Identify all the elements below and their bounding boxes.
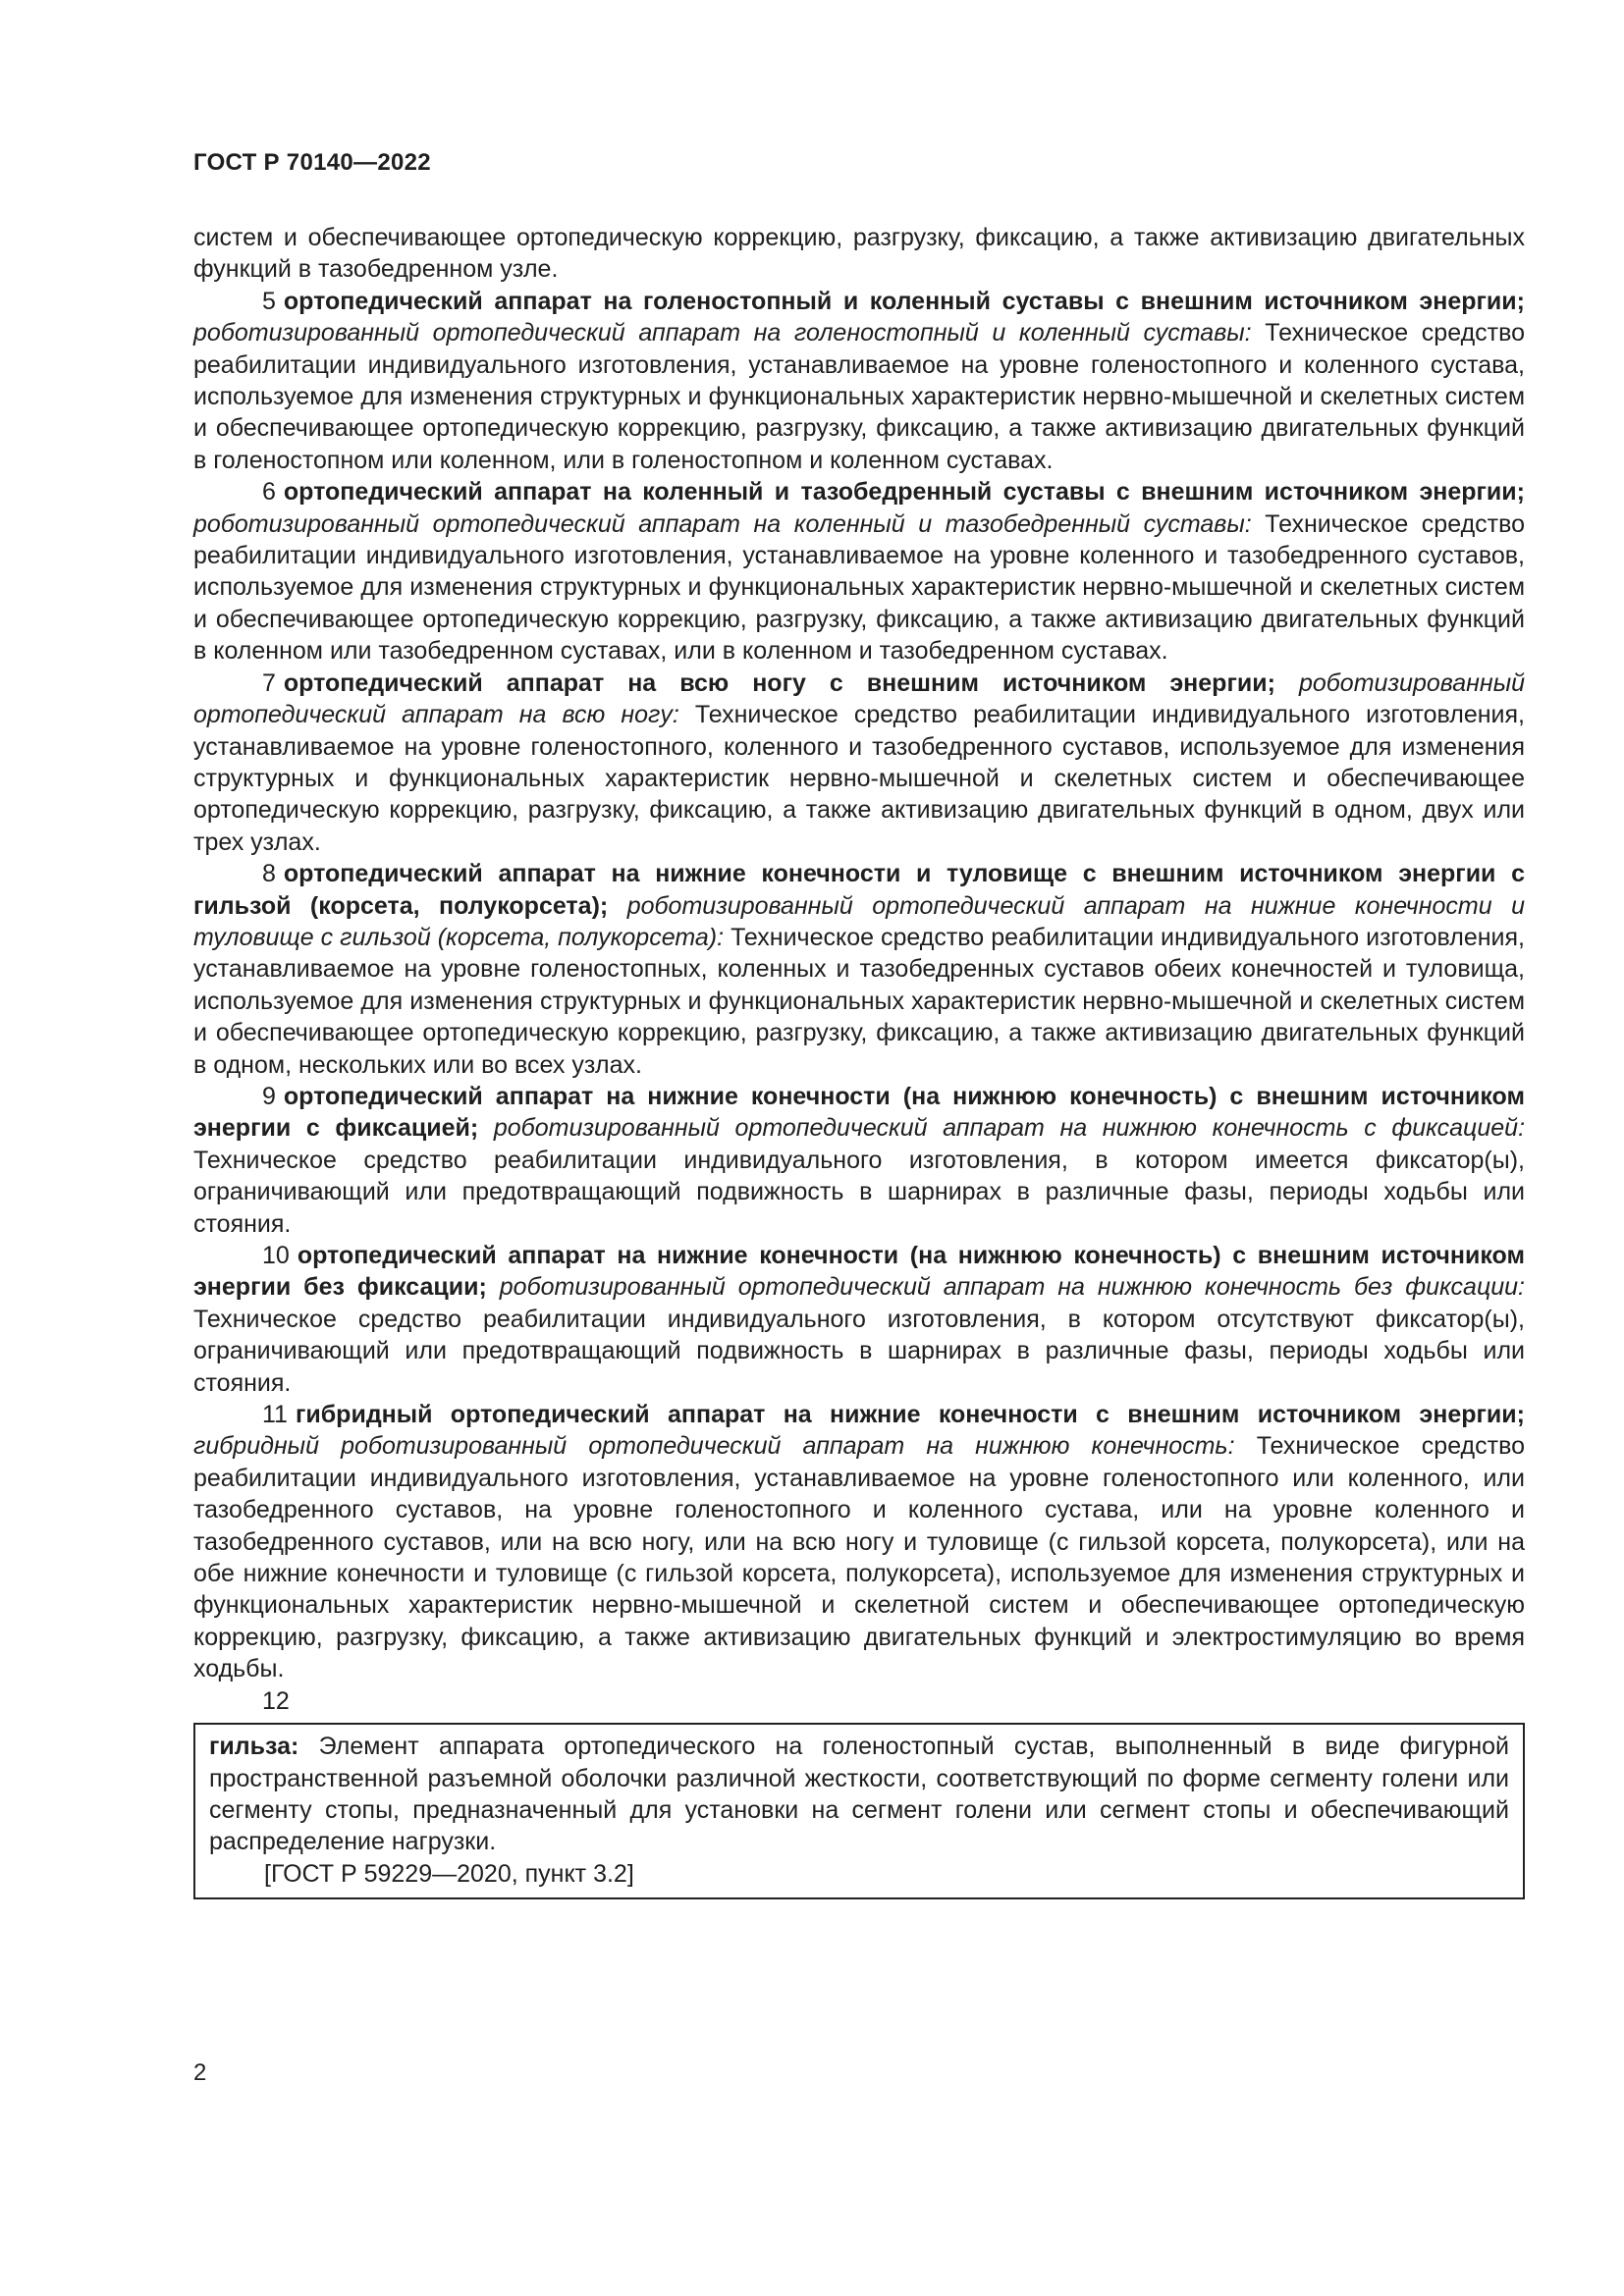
framed-definition-box: [193, 1723, 1525, 1899]
term-number: 8: [262, 860, 276, 888]
term-number-12: 12: [262, 1686, 290, 1715]
term-name: ортопедический аппарат на коленный и тазобедренный суставы с внешним источником энергии;: [283, 478, 1525, 507]
definition-source: [ГОСТ Р 59229—2020, пункт 3.2]: [264, 1859, 634, 1888]
term-number: 9: [262, 1082, 276, 1110]
term-name: ортопедический аппарат на нижние конечности (на нижнюю конечность) с внешним источником энергии с фиксацией;: [193, 1082, 1525, 1143]
term-number: 11: [262, 1401, 288, 1429]
term-definition: Техническое средство реабилитации индивидуального изготовления, устанавливаемое на уровне голеностопных, коленных и тазобедренных суставов обеих конечностей и туловища, используемое для изменения структурных и функциональных характеристик нервно-мышечной и скелетных систем и обеспечивающее ортопедическую коррекцию, разгрузку, фиксацию, а также активизацию двигательных функций в одном, нескольких или во всех узлах.: [193, 923, 1525, 1079]
document-body: [193, 222, 1525, 1899]
term-entry-5: [193, 286, 1525, 476]
term-number: 10: [262, 1242, 290, 1269]
term-synonym: роботизированный ортопедический аппарат на нижнюю конечность с фиксацией:: [493, 1114, 1526, 1143]
term-definition: Элемент аппарата ортопедического на голеностопный сустав, выполненный в виде фигурной пространственной разъемной оболочки различной жесткости, соответствующий по форме сегменту голени или сегменту стопы, предназначенный для установки на сегмент голени или сегмент стопы и обеспечивающий распределение нагрузки.: [209, 1733, 1509, 1856]
term-synonym: роботизированный ортопедический аппарат на нижнюю конечность без фиксации:: [499, 1273, 1525, 1302]
term-name: гильза:: [209, 1733, 299, 1761]
term-entry-6: [193, 476, 1525, 667]
term-definition: Техническое средство реабилитации индивидуального изготовления, в котором отсутствуют фиксатор(ы), ограничивающий или предотвращающий подвижность в шарнирах в различные фазы, периоды ходьбы или стояния.: [193, 1305, 1525, 1397]
continued-paragraph: систем и обеспечивающее ортопедическую коррекцию, разгрузку, фиксацию, а также активизацию двигательных функций в тазобедренном узле.: [193, 224, 1525, 284]
framed-definition: [209, 1731, 1509, 1858]
term-name: ортопедический аппарат на нижние конечности (на нижнюю конечность) с внешним источником энергии без фиксации;: [193, 1242, 1525, 1302]
term-name: ортопедический аппарат на всю ногу с внешним источником энергии;: [283, 668, 1275, 697]
term-entry-11: [193, 1399, 1525, 1685]
term-number: 5: [262, 287, 276, 315]
term-synonym: роботизированный ортопедический аппарат на голеностопный и коленный суставы:: [193, 319, 1252, 347]
term-number: 6: [262, 478, 276, 507]
standard-designation: ГОСТ Р 70140—2022: [193, 149, 431, 176]
term-definition: Техническое средство реабилитации индивидуального изготовления, устанавливаемое на уровне коленного и тазобедренного суставов, используемое для изменения структурных и функциональных характеристик нервно-мышечной и скелетных систем и обеспечивающее ортопедическую коррекцию, разгрузку, фиксацию, а также активизацию двигательных функций в коленном или тазобедренном суставах, или в коленном и тазобедренном суставах.: [193, 509, 1526, 666]
term-definition: Техническое средство реабилитации индивидуального изготовления, устанавливаемое на уровне голеностопного и коленного сустава, используемое для изменения структурных и функциональных характеристик нервно-мышечной и скелетных систем и обеспечивающее ортопедическую коррекцию, разгрузку, фиксацию, а также активизацию двигательных функций в голеностопном или коленном, или в голеностопном и коленном суставах.: [193, 319, 1526, 474]
term-entry-10: [193, 1240, 1525, 1399]
term-definition: Техническое средство реабилитации индивидуального изготовления, устанавливаемое на уровне голеностопного или коленного, или тазобедренного суставов, на уровне голеностопного и коленного сустава, или на уровне коленного и тазобедренного суставов, или на всю ногу, или на всю ногу и туловище (с гильзой корсета, полукорсета), или на обе нижние конечности и туловище (с гильзой корсета, полукорсета), используемое для изменения структурных и функциональных характеристик нервно-мышечной и скелетной систем и обеспечивающее ортопедическую коррекцию, разгрузку, фиксацию, а также активизацию двигательных функций и электростимуляцию во время ходьбы.: [193, 1432, 1525, 1683]
term-synonym: роботизированный ортопедический аппарат на нижние конечности и туловище с гильзой (корсета, полукорсета):: [193, 891, 1525, 951]
term-synonym: гибридный роботизированный ортопедический аппарат на нижнюю конечность:: [193, 1432, 1235, 1461]
term-name: гибридный ортопедический аппарат на нижние конечности с внешним источником энергии;: [295, 1401, 1525, 1429]
term-synonym: роботизированный ортопедический аппарат на коленный и тазобедренный суставы:: [193, 509, 1252, 538]
term-entry-9: [193, 1081, 1525, 1240]
term-synonym: роботизированный ортопедический аппарат на всю ногу:: [193, 668, 1525, 729]
term-name: ортопедический аппарат на нижние конечности и туловище с внешним источником энергии с гильзой (корсета, полукорсета);: [193, 860, 1525, 920]
page-number: 2: [193, 2059, 207, 2086]
term-definition: Техническое средство реабилитации индивидуального изготовления, устанавливаемое на уровне голеностопного, коленного и тазобедренного суставов, используемое для изменения структурных и функциональных характеристик нервно-мышечной и скелетных систем и обеспечивающее ортопедическую коррекцию, разгрузку, фиксацию, а также активизацию двигательных функций в одном, двух или трех узлах.: [193, 701, 1525, 856]
term-number: 7: [262, 668, 276, 697]
term-entry-8: [193, 858, 1525, 1081]
term-name: ортопедический аппарат на голеностопный и коленный суставы с внешним источником энергии;: [283, 287, 1525, 315]
term-definition: Техническое средство реабилитации индивидуального изготовления, в котором имеется фиксатор(ы), ограничивающий или предотвращающий подвижность в шарнирах в различные фазы, периоды ходьбы или стояния.: [193, 1146, 1525, 1238]
term-entry-7: [193, 667, 1525, 858]
